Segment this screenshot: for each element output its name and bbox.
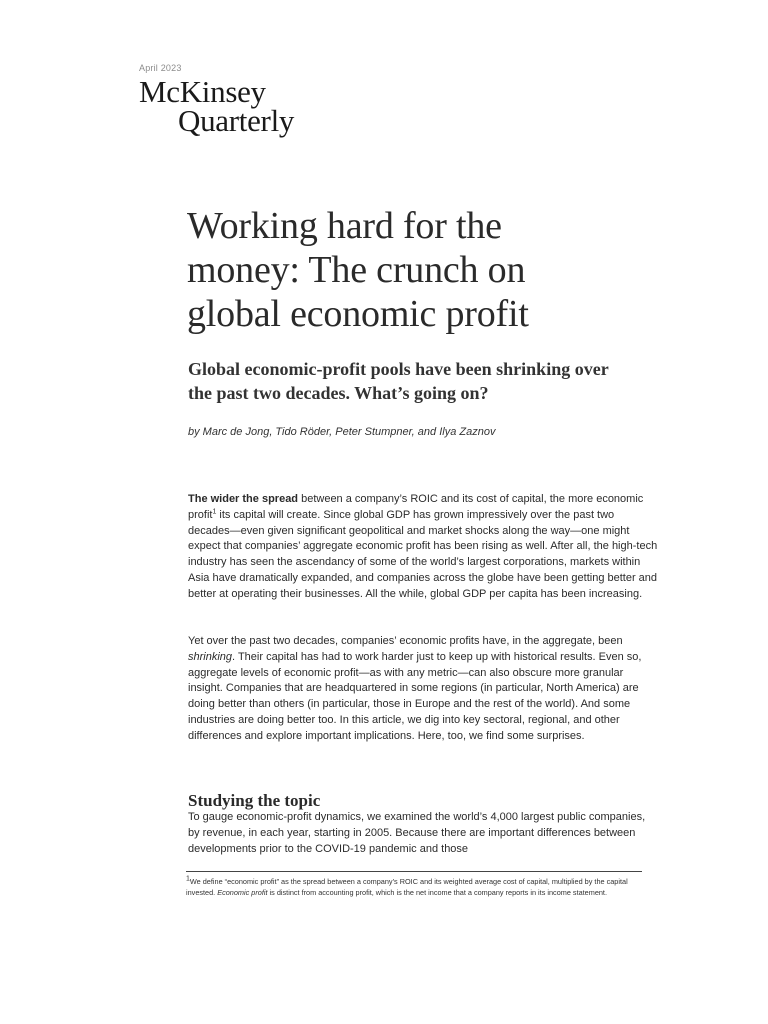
footnote: [186, 877, 632, 898]
paragraph-text: its capital will create. Since global GDP has grown impressively over the past two decades—even given significant geopolitical and market shocks along the way—one might expect that companies’ aggregate economic profit has been rising as well. After all, the high-tech industry has seen the ascendancy of some of the world’s largest corporations, markets within Asia have dramatically expanded, and companies across the globe have been getting better and better at operating their businesses. All the while, global GDP per capita has been increasing.: [188, 508, 658, 600]
brand-logo-line-2: Quarterly: [178, 103, 295, 138]
publication-date: April 2023: [139, 63, 182, 73]
article-title: Working hard for the money: The crunch on global economic profit: [187, 205, 529, 335]
footnote-emphasis: Economic profit: [217, 887, 268, 897]
brand-logo-line-1: McKinsey: [139, 74, 266, 109]
body-paragraph-2: [188, 634, 658, 745]
article-subtitle: Global economic-profit pools have been shrinking over the past two decades. What’s going on?: [188, 359, 609, 403]
paragraph-text: Yet over the past two decades, companies’ economic profits have, in the aggregate, been: [188, 635, 623, 647]
byline: by Marc de Jong, Tido Röder, Peter Stumpner, and Ilya Zaznov: [188, 426, 496, 438]
section-heading: Studying the topic: [188, 791, 321, 810]
footnote-text: is distinct from accounting profit, which is the net income that a company reports in its income statement.: [267, 887, 607, 897]
body-paragraph-1: [188, 492, 658, 603]
lead-in-text: The wider the spread: [188, 493, 299, 505]
body-paragraph-3: To gauge economic-profit dynamics, we examined the world’s 4,000 largest public companies, by revenue, in each year, starting in 2005. Because there are important differences between developments prior to the COVID-19 pandemic and those: [188, 811, 646, 855]
paragraph-text: . Their capital has had to work harder just to keep up with historical results. Even so, aggregate levels of economic profit—as with any metric—can also obscure more granular insight. Companies that are headquartered in some regions (in particular, North America) are doing better than others (in particular, those in Europe and the rest of the world). And some industries are doing better too. In this article, we dig into key sectoral, regional, and other differences and explore important implications. Here, too, we find some surprises.: [188, 650, 642, 742]
footnote-reference[interactable]: 1: [212, 508, 217, 516]
footnote-text: We define “economic profit” as the spread between a company’s ROIC and its weighted average cost of capital, multiplied by the capital invested.: [186, 877, 628, 897]
emphasized-text: shrinking: [188, 650, 233, 663]
footnote-divider: [186, 871, 642, 872]
footnote-marker: 1: [186, 875, 190, 883]
paragraph-text: between a company’s ROIC and its cost of capital, the more economic profit: [188, 493, 644, 521]
